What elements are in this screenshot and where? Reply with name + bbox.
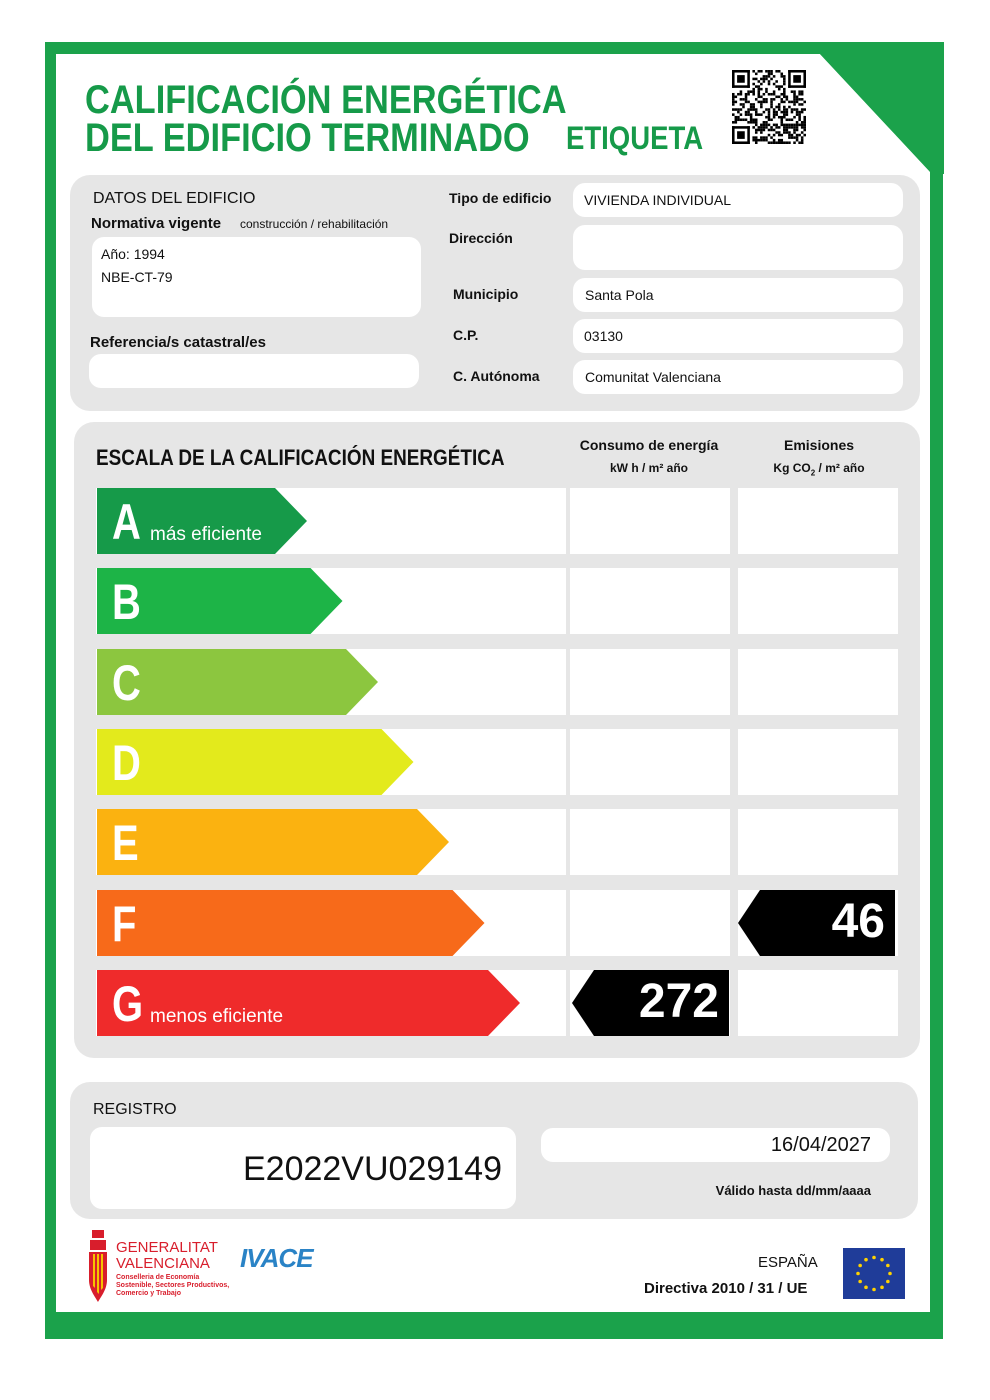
- normativa-sub: construcción / rehabilitación: [240, 217, 389, 231]
- eu-flag-icon: [843, 1248, 905, 1299]
- emisiones-cell: [738, 809, 898, 875]
- referencia-label: Referencia/s catastral/es: [90, 334, 266, 351]
- field-value-municipio: Santa Pola: [585, 287, 654, 303]
- emisiones-cell: [738, 568, 898, 634]
- gv-conselleria: [116, 1274, 229, 1298]
- field-value-cp: 03130: [584, 328, 623, 344]
- referencia-box: [89, 354, 419, 388]
- corner-fold: [820, 42, 944, 174]
- class-letter-d: D: [112, 735, 141, 791]
- class-letter-a: A: [112, 494, 141, 550]
- scale-title: ESCALA DE LA CALIFICACIÓN ENERGÉTICA: [96, 445, 505, 470]
- ivace-logo: IVACE: [240, 1243, 313, 1273]
- emisiones-badge-value: 46: [831, 895, 885, 948]
- emisiones-unit-post: / m² año: [815, 461, 865, 475]
- qr-code-icon[interactable]: [732, 70, 806, 144]
- emisiones-cell: [738, 729, 898, 795]
- consumo-cell: [570, 809, 730, 875]
- gv-sub1: Conselleria de Economía: [116, 1274, 200, 1281]
- consumo-head: Consumo de energía: [579, 437, 719, 453]
- emisiones-unit-sub: 2: [810, 468, 816, 478]
- field-label-autonoma: C. Autónoma: [453, 368, 540, 384]
- emisiones-cell: [738, 649, 898, 715]
- country-label: ESPAÑA: [758, 1254, 818, 1271]
- building-section-title: DATOS DEL EDIFICIO: [93, 190, 256, 207]
- field-box-tipo: [573, 183, 903, 217]
- class-letter-e: E: [112, 815, 139, 871]
- field-box-autonoma: [573, 360, 903, 394]
- emisiones-unit: [737, 461, 901, 477]
- valid-label: Válido hasta dd/mm/aaaa: [715, 1183, 871, 1198]
- emisiones-cell: [738, 488, 898, 554]
- consumo-cell: [570, 568, 730, 634]
- valid-date: 16/04/2027: [770, 1134, 871, 1156]
- field-label-municipio: Municipio: [453, 286, 519, 302]
- generalitat-logo-icon: [86, 1228, 110, 1304]
- field-label-cp: C.P.: [453, 327, 479, 343]
- gv-sub3: Comercio y Trabajo: [116, 1290, 181, 1297]
- emisiones-unit-pre: Kg CO: [773, 461, 811, 475]
- consumo-cell: [570, 488, 730, 554]
- field-value-tipo: VIVIENDA INDIVIDUAL: [584, 192, 732, 208]
- gv-sub2: Sostenible, Sectores Productivos,: [116, 1282, 230, 1289]
- class-sub-g: menos eficiente: [150, 1006, 284, 1027]
- gv-line1: GENERALITAT: [116, 1239, 218, 1256]
- emisiones-head: Emisiones: [783, 437, 855, 453]
- gv-line2: VALENCIANA: [116, 1255, 210, 1272]
- registro-code: E2022VU029149: [242, 1150, 502, 1188]
- consumo-cell: [570, 649, 730, 715]
- registro-label: REGISTRO: [93, 1101, 177, 1118]
- normativa-label: Normativa vigente: [91, 215, 222, 232]
- field-box-municipio: [573, 278, 903, 312]
- consumo-unit: kW h / m² año: [610, 461, 688, 475]
- consumo-badge-value: 272: [638, 975, 719, 1028]
- consumo-cell: [570, 890, 730, 956]
- class-arrow-f: [97, 890, 485, 956]
- class-sub-a: más eficiente: [150, 524, 262, 545]
- emisiones-cell: [738, 970, 898, 1036]
- class-letter-c: C: [112, 655, 141, 711]
- consumo-cell: [570, 729, 730, 795]
- class-letter-f: F: [112, 896, 137, 952]
- directive-label: Directiva 2010 / 31 / UE: [644, 1280, 808, 1297]
- class-arrow-d: [97, 729, 414, 795]
- etiqueta-label: ETIQUETA: [566, 120, 704, 156]
- normativa-year: Año: 1994: [101, 246, 165, 262]
- class-letter-g: G: [112, 976, 144, 1032]
- title-line-1: CALIFICACIÓN ENERGÉTICA: [85, 78, 567, 122]
- field-label-tipo: Tipo de edificio: [449, 190, 552, 206]
- field-box-cp: [573, 319, 903, 353]
- field-box-direccion: [573, 225, 903, 270]
- field-value-autonoma: Comunitat Valenciana: [585, 369, 721, 385]
- gv-name: [116, 1240, 218, 1272]
- class-arrow-e: [97, 809, 449, 875]
- field-label-direccion: Dirección: [449, 230, 513, 246]
- class-letter-b: B: [112, 574, 141, 630]
- normativa-norm: NBE-CT-79: [101, 269, 173, 285]
- title-line-2: DEL EDIFICIO TERMINADO: [85, 116, 530, 160]
